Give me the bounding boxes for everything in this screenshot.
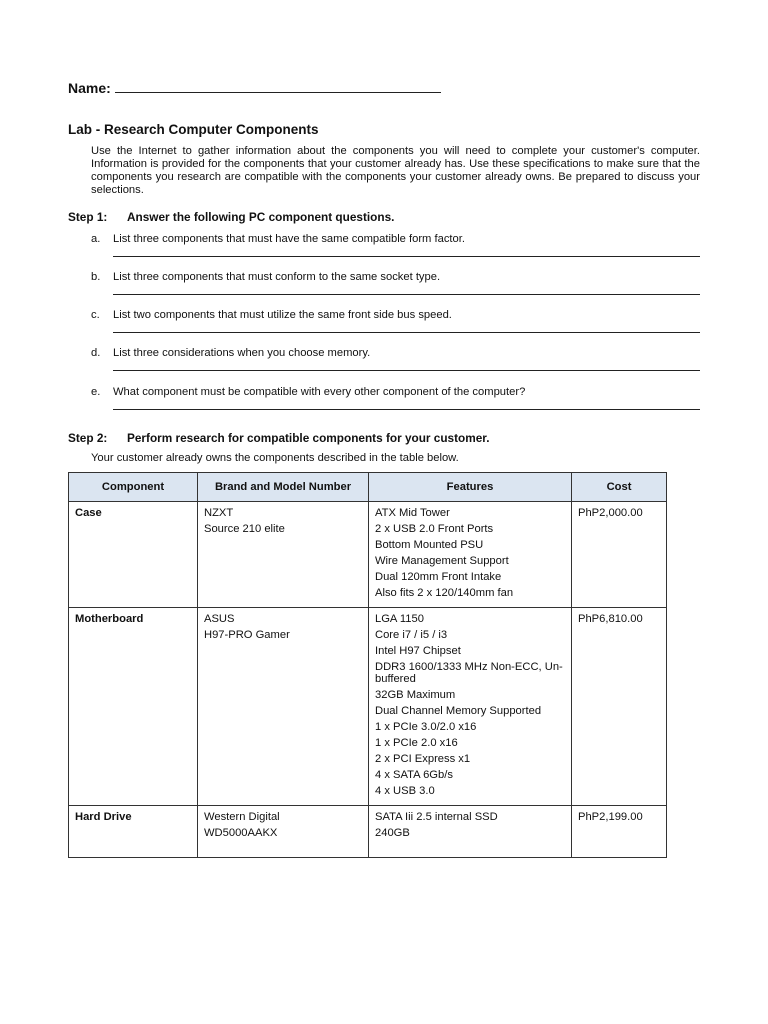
model-line: Source 210 elite xyxy=(204,523,285,535)
feature-item: Bottom Mounted PSU xyxy=(375,539,484,551)
cell-features xyxy=(369,806,572,858)
brand-line: Western Digital xyxy=(204,811,280,823)
cell-component: Hard Drive xyxy=(69,806,198,858)
feature-item: Dual 120mm Front Intake xyxy=(375,571,502,583)
answer-line[interactable] xyxy=(113,409,700,410)
feature-item: DDR3 1600/1333 MHz Non-ECC, Un-buffered xyxy=(375,661,563,685)
brand-line: ASUS xyxy=(204,613,235,625)
feature-item: 4 x USB 3.0 xyxy=(375,785,435,797)
cell-brand xyxy=(198,806,369,858)
header-cost: Cost xyxy=(572,473,667,502)
feature-item: 240GB xyxy=(375,827,410,839)
cell-cost: PhP2,199.00 xyxy=(572,806,667,858)
step2-number: Step 2: xyxy=(68,431,108,445)
step2-heading xyxy=(68,431,490,445)
feature-item: 1 x PCIe 2.0 x16 xyxy=(375,737,458,749)
table-header-row xyxy=(69,473,667,502)
question-text: List three components that must have the same compatible form factor. xyxy=(113,233,465,245)
answer-line[interactable] xyxy=(113,370,700,371)
question-letter: b. xyxy=(91,271,101,283)
feature-item: SATA Iii 2.5 internal SSD xyxy=(375,811,498,823)
step1-number: Step 1: xyxy=(68,210,108,224)
answer-line[interactable] xyxy=(113,256,700,257)
feature-item: Core i7 / i5 / i3 xyxy=(375,629,448,641)
components-table xyxy=(68,472,667,858)
feature-item: 2 x USB 2.0 Front Ports xyxy=(375,523,494,535)
table-row xyxy=(69,608,667,806)
model-line: WD5000AAKX xyxy=(204,827,278,839)
header-features: Features xyxy=(369,473,572,502)
feature-item: 32GB Maximum xyxy=(375,689,456,701)
feature-item: 2 x PCI Express x1 xyxy=(375,753,471,765)
brand-line: NZXT xyxy=(204,507,234,519)
table-intro-note: Your customer already owns the components described in the table below. xyxy=(91,452,459,464)
feature-item: LGA 1150 xyxy=(375,613,424,625)
answer-line[interactable] xyxy=(113,294,700,295)
table-row xyxy=(69,806,667,858)
feature-item: ATX Mid Tower xyxy=(375,507,450,519)
question-letter: a. xyxy=(91,233,101,245)
step1-title: Answer the following PC component questions. xyxy=(127,210,395,224)
table-row xyxy=(69,502,667,608)
step1-heading xyxy=(68,210,394,224)
step2-title: Perform research for compatible components for your customer. xyxy=(127,431,490,445)
cell-features xyxy=(369,502,572,608)
name-blank-line[interactable] xyxy=(115,80,441,93)
cell-cost: PhP2,000.00 xyxy=(572,502,667,608)
question-letter: e. xyxy=(91,386,101,398)
question-text: What component must be compatible with every other component of the computer? xyxy=(113,386,526,398)
header-brand-model: Brand and Model Number xyxy=(198,473,369,502)
feature-item: Also fits 2 x 120/140mm fan xyxy=(375,587,514,599)
intro-paragraph: Use the Internet to gather information about the components you will need to complete your customer's computer. Information is provided for the components that your customer already has. Use these specifications to make sure that the components you research are compatible with the components your customer already owns. Be prepared to discuss your selections. xyxy=(91,145,700,196)
header-component: Component xyxy=(69,473,198,502)
name-label: Name: xyxy=(68,80,111,96)
answer-line[interactable] xyxy=(113,332,700,333)
cell-cost: PhP6,810.00 xyxy=(572,608,667,806)
question-letter: d. xyxy=(91,347,101,359)
feature-item: Intel H97 Chipset xyxy=(375,645,461,657)
question-text: List two components that must utilize the same front side bus speed. xyxy=(113,309,452,321)
feature-item: 4 x SATA 6Gb/s xyxy=(375,769,453,781)
question-text: List three components that must conform to the same socket type. xyxy=(113,271,441,283)
model-line: H97-PRO Gamer xyxy=(204,629,290,641)
feature-item: Wire Management Support xyxy=(375,555,509,567)
name-field xyxy=(68,80,441,96)
cell-features xyxy=(369,608,572,806)
cell-component: Case xyxy=(69,502,198,608)
lab-title: Lab - Research Computer Components xyxy=(68,122,319,137)
feature-item: 1 x PCIe 3.0/2.0 x16 xyxy=(375,721,477,733)
feature-item: Dual Channel Memory Supported xyxy=(375,705,542,717)
cell-brand xyxy=(198,608,369,806)
cell-brand xyxy=(198,502,369,608)
cell-component: Motherboard xyxy=(69,608,198,806)
question-text: List three considerations when you choose memory. xyxy=(113,347,371,359)
question-letter: c. xyxy=(91,309,100,321)
